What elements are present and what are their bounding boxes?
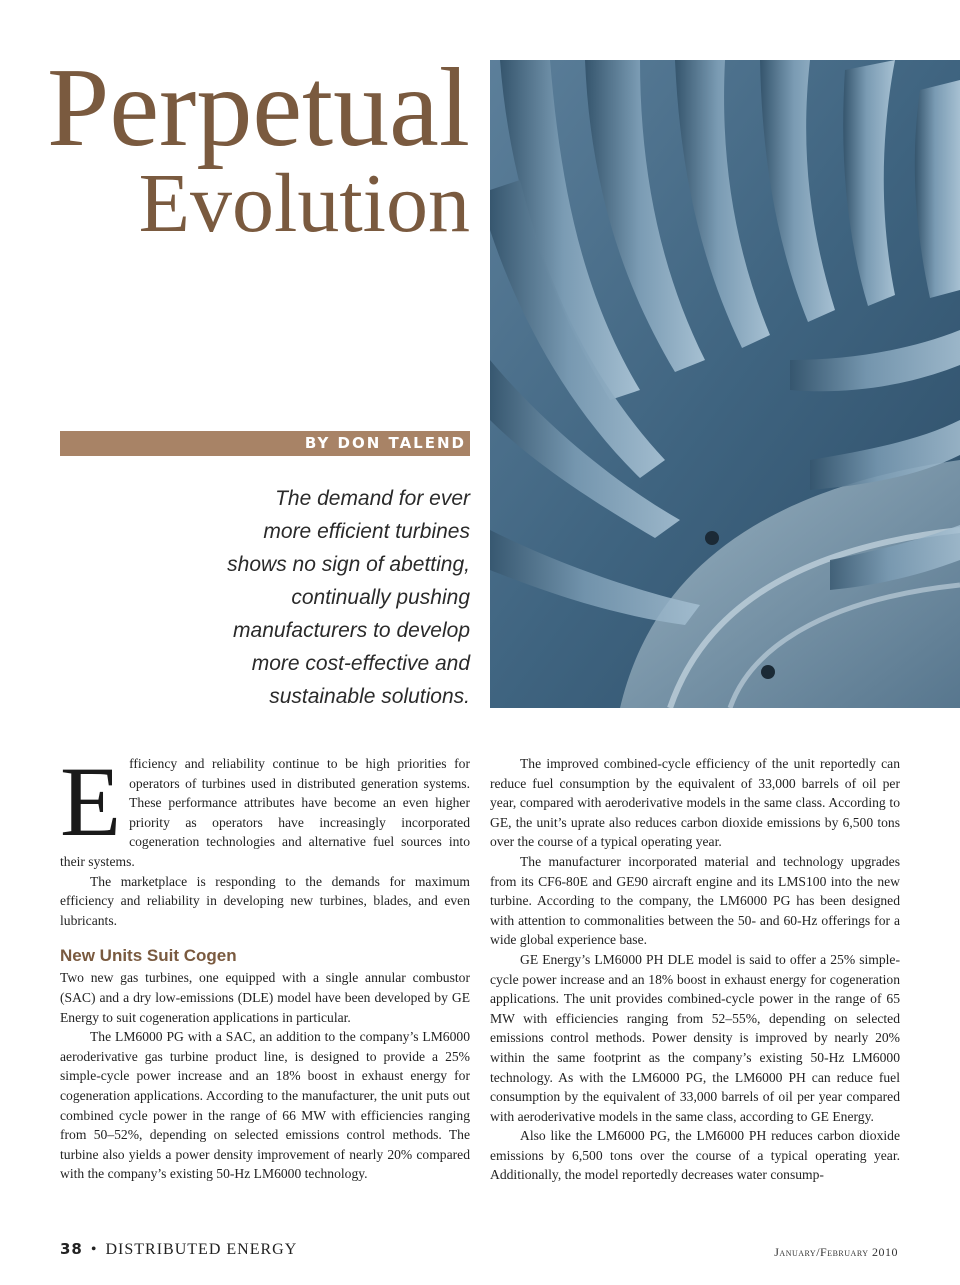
paragraph: The manufacturer incorporated material and technology upgrades from its CF6-80E and GE90 aircraft engine and its LMS100 into the new turbine. According to the company, the LM6000 PG has been designed with attention to commonalities between the 50- and 60-Hz offerings for a wide global experience base.	[490, 853, 900, 948]
deck-line: more cost-effective and	[251, 652, 470, 675]
section-subhead: New Units Suit Cogen	[60, 946, 237, 966]
paragraph-text: fficiency and reliability continue to be high priorities for operators of turbines used in distributed generation systems. These performance attributes have become an even higher priority as operators have increasingly incorporated cogeneration technologies and alternative fuel sources into their systems.	[60, 756, 470, 869]
paragraph: Two new gas turbines, one equipped with a single annular combustor (SAC) and a dry low-emissions (DLE) model have been developed by GE Energy to suit cogeneration applications in particular.	[60, 970, 470, 1025]
deck-line: more efficient turbines	[263, 520, 470, 543]
deck-line: manufacturers to develop	[233, 619, 470, 642]
page-footer-left	[60, 1240, 297, 1259]
paragraph	[60, 746, 470, 872]
byline: BY DON TALEND	[60, 431, 470, 456]
turbine-blades-illustration	[490, 60, 960, 708]
title-line-2: Evolution	[138, 157, 470, 250]
deck-line: shows no sign of abetting,	[227, 553, 470, 576]
paragraph: Also like the LM6000 PG, the LM6000 PH reduces carbon dioxide emissions by 6,500 tons over the course of a typical operating year. Additionally, the model reportedly decreases water consump-	[490, 1128, 900, 1183]
deck-line: The demand for ever	[275, 487, 470, 510]
footer-separator: •	[90, 1241, 98, 1258]
article-column-left	[60, 746, 470, 1184]
article-column-right	[490, 754, 900, 1185]
paragraph: The improved combined-cycle efficiency of the unit reportedly can reduce fuel consumption by the equivalent of 33,000 barrels of oil per year, compared with aeroderivative models in the same class. According to GE, the unit’s uprate also reduces carbon dioxide emissions by 6,500 tons over the course of a typical operating year.	[490, 756, 900, 850]
paragraph: GE Energy’s LM6000 PH DLE model is said to offer a 25% simple-cycle power increase and an 18% boost in exhaust energy for cogeneration applications. The unit provides combined-cycle power in the range of 65 MW with efficiencies ranging from 52–55%, depending on selected emissions control methods. Power density is improved by nearly 20% within the same footprint as the company’s existing 50-Hz LM6000 technology. As with the LM6000 PG, the LM6000 PH can reduce fuel consumption by the equivalent of 33,000 barrels of oil per year compared with aeroderivative models in the same class, according to GE Energy.	[490, 951, 900, 1124]
turbine-blades-photo	[490, 60, 960, 708]
paragraph: The marketplace is responding to the demands for maximum efficiency and reliability in developing new turbines, blades, and even lubricants.	[60, 873, 470, 928]
publication-name: DISTRIBUTED ENERGY	[105, 1241, 298, 1258]
page-number: 38	[60, 1240, 83, 1258]
issue-date: January/February 2010	[774, 1245, 898, 1259]
paragraph: The LM6000 PG with a SAC, an addition to the company’s LM6000 aeroderivative gas turbine product line, is designed to provide a 25% simple-cycle power increase and an 18% boost in exhaust energy for cogeneration applications. According to the manufacturer, the unit puts out combined cycle power in the range of 66 MW with efficiencies ranging from 50–52%, depending on selected emissions control methods. The turbine also yields a power density improvement of nearly 20% compared with the company’s existing 50-Hz LM6000 technology.	[60, 1029, 470, 1182]
title-line-1: Perpetual	[47, 46, 470, 170]
article-deck	[160, 482, 470, 713]
drop-cap: E	[60, 746, 122, 857]
deck-line: sustainable solutions.	[269, 685, 470, 708]
deck-line: continually pushing	[291, 586, 470, 609]
